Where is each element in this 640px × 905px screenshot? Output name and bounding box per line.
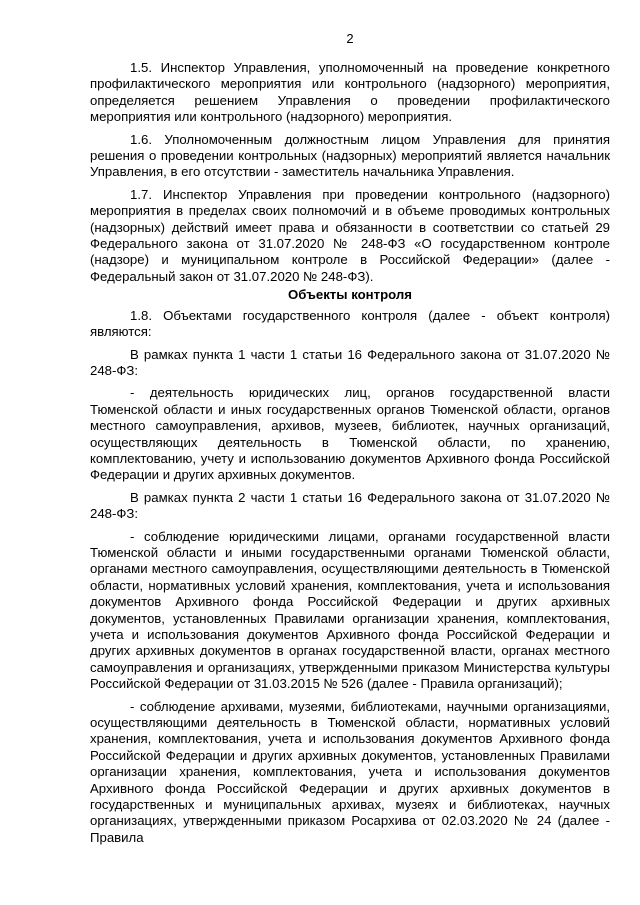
paragraph-1-7: 1.7. Инспектор Управления при проведении контрольного (надзорного) мероприятия в пределах своих полномочий и в объеме проводимых контрольных (надзорных) действий имеет права и обязанности в соответствии со статьей 29 Федерального закона от 31.07.2020 № 248-ФЗ «О государственном контроле (надзоре) и муниципальном контроле в Российской Федерации» (далее - Федеральный закон от 31.07.2020 № 248-ФЗ). — [90, 186, 610, 284]
paragraph-item2-text2: - соблюдение архивами, музеями, библиотеками, научными организациями, осуществляющими деятельность в Тюменской области, нормативных условий хранения, комплектования, учета и использования документов Архивного фонда Российской Федерации и других архивных документов, установленных Правилами организации хранения, комплектования, учета и использования документов Архивного фонда Российской Федерации и других архивных документов в государственных и муниципальных архивах, музеях и библиотеках, научных организациях, утвержденными приказом Росархива от 02.03.2020 № 24 (далее - Правила — [90, 698, 610, 845]
paragraph-item1-intro: В рамках пункта 1 части 1 статьи 16 Федерального закона от 31.07.2020 № 248-ФЗ: — [90, 346, 610, 378]
document-body — [90, 60, 610, 852]
document-page — [90, 0, 610, 905]
section-heading: Объекты контроля — [288, 287, 412, 303]
paragraph-1-6: 1.6. Уполномоченным должностным лицом Управления для принятия решения о проведении контрольных (надзорных) мероприятий является начальник Управления, в его отсутствии - заместитель начальника Управления. — [90, 131, 610, 180]
paragraph-1-8: 1.8. Объектами государственного контроля (далее - объект контроля) являются: — [90, 307, 610, 340]
paragraph-1-5: 1.5. Инспектор Управления, уполномоченный на проведение конкретного профилактического мероприятия или контрольного (надзорного) мероприятия, определяется решением Управления о проведении профилактического мероприятия или контрольного (надзорного) мероприятия. — [90, 60, 610, 125]
page-number: 2 — [346, 31, 354, 46]
paragraph-item2-text1: - соблюдение юридическими лицами, органами государственной власти Тюменской области и иными государственными органами Тюменской области, органами местного самоуправления, осуществляющими деятельность в Тюменской области, нормативных условий хранения, комплектования, учета и использования документов Архивного фонда Российской Федерации и других архивных документов, установленных Правилами организации хранения, комплектования, учета и использования документов Архивного фонда Российской Федерации и других архивных документов в органах государственной власти, органах местного самоуправления и организациях, утвержденными приказом Министерства культуры Российской Федерации от 31.03.2015 № 526 (далее - Правила организаций); — [90, 528, 610, 692]
paragraph-item2-intro: В рамках пункта 2 части 1 статьи 16 Федерального закона от 31.07.2020 № 248-ФЗ: — [90, 489, 610, 522]
paragraph-item1-text: - деятельность юридических лиц, органов государственной власти Тюменской области и иных государственных органов Тюменской области, органов местного самоуправления, архивов, музеев, библиотек, научных организаций, осуществляющих деятельность в Тюменской области, по хранению, комплектованию, учету и использованию документов Архивного фонда Российской Федерации и других архивных документов. — [90, 385, 610, 483]
